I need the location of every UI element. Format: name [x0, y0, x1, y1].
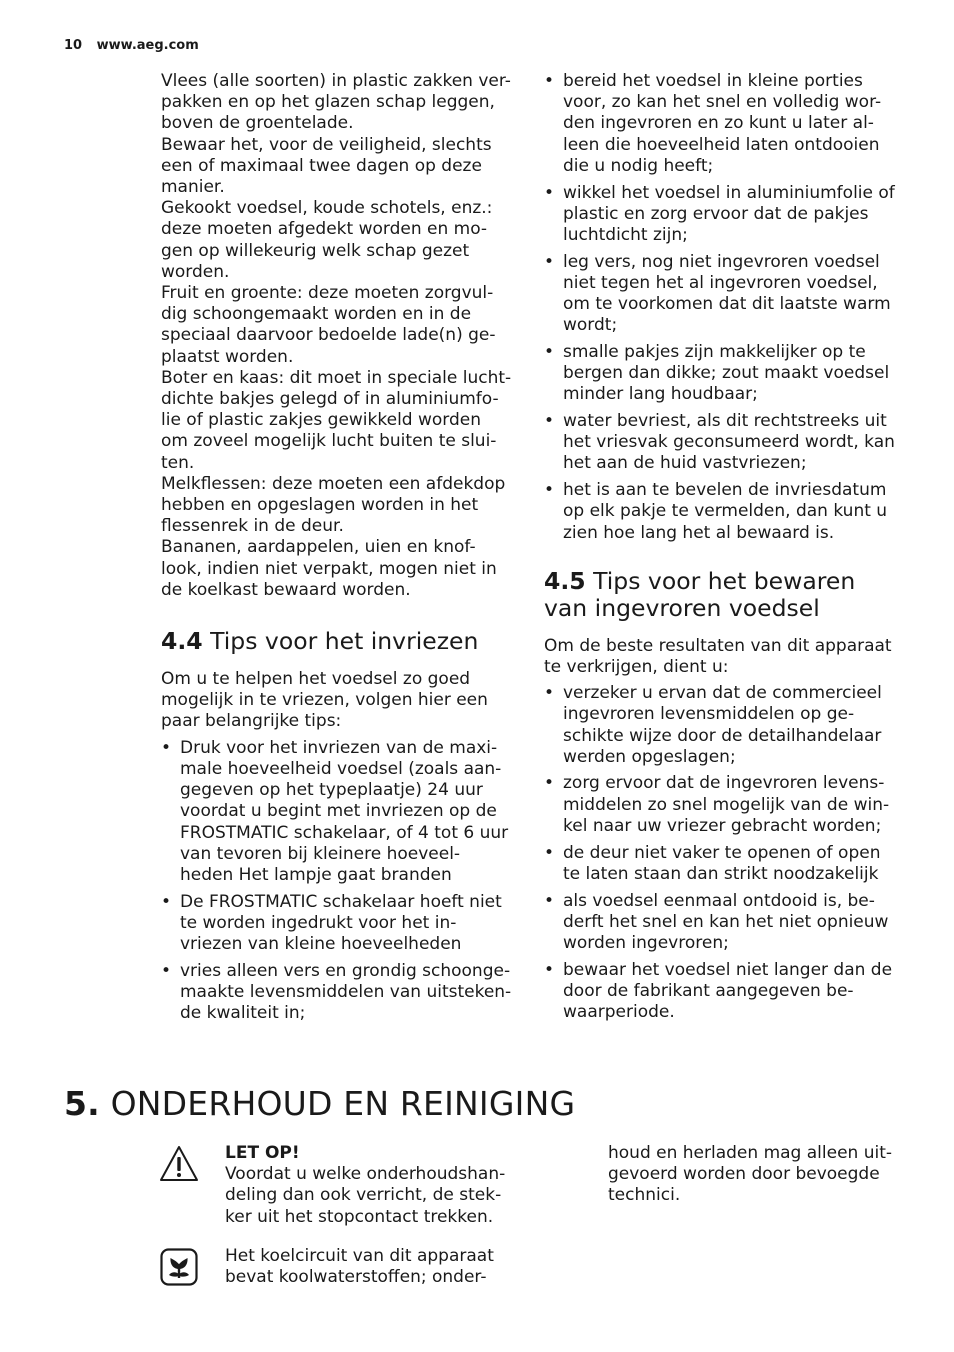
- list-item: • verzeker u ervan dat de commercieel ingevroren levensmiddelen op ge-schikte wijze door de detailhandelaar werden opgeslagen;: [544, 683, 896, 768]
- list-item: • De FROSTMATIC schakelaar hoeft niet te worden ingedrukt voor het in-vriezen van kleine hoeveelheden: [161, 892, 513, 956]
- list-item: • Druk voor het invriezen van de maxi-male hoeveelheid voedsel (zoals aan-gegeven op het typeplaatje) 24 uur voordat u begint met invriezen op de FROSTMATIC schakelaar, of 4 tot 6 uur van tevoren bij kleinere hoeveel-heden Het lampje gaat branden: [161, 738, 513, 886]
- environment-text: Het koelcircuit van dit apparaat bevat koolwaterstoffen; onder-: [225, 1246, 494, 1288]
- paragraph: Bewaar het, voor de veiligheid, slechts een of maximaal twee dagen op deze manier.: [161, 134, 492, 198]
- list-item: • bewaar het voedsel niet langer dan de door de fabrikant aangegeven be-waarperiode.: [544, 960, 896, 1024]
- list-item: • als voedsel eenmaal ontdooid is, be-derft het snel en kan het niet opnieuw worden ingevroren;: [544, 891, 896, 955]
- right-column: [544, 71, 896, 1029]
- section-4-5-list: [544, 683, 896, 1023]
- section-4-4-heading: [161, 628, 513, 655]
- freezing-tips-list: [544, 71, 896, 544]
- caution-text: Voordat u welke onderhoudshan-deling dan ook verricht, de stek-ker uit het stopcontact trekken.: [225, 1164, 506, 1227]
- section-number: 5.: [64, 1084, 100, 1123]
- section-title: Tips voor het bewaren van ingevroren voedsel: [544, 566, 856, 622]
- section-title: Tips voor het invriezen: [210, 627, 479, 656]
- list-item: • het is aan te bevelen de invriesdatum op elk pakje te vermelden, dan kunt u zien hoe lang het al bewaard is.: [544, 480, 896, 544]
- paragraph: Fruit en groente: deze moeten zorgvul-dig schoongemaakt worden en in de speciaal daarvoor bedoelde lade(n) ge-plaatst worden.: [161, 283, 496, 367]
- page-header: [64, 38, 199, 53]
- environment-note: [225, 1246, 525, 1288]
- paragraph: Gekookt voedsel, koude schotels, enz.: deze moeten afgedekt worden en mo-gen op willekeurig welk schap gezet worden.: [161, 198, 493, 282]
- environment-text-continued: houd en herladen mag alleen uit-gevoerd worden door bevoegde technici.: [608, 1143, 893, 1206]
- list-item: • vries alleen vers en grondig schoonge-maakte levensmiddelen van uitsteken-de kwaliteit in;: [161, 961, 513, 1025]
- list-item: • leg vers, nog niet ingevroren voedsel niet tegen het al ingevroren voedsel, om te voorkomen dat dit laatste warm wordt;: [544, 252, 896, 337]
- environment-note-continued: [608, 1143, 908, 1207]
- paragraph: Bananen, aardappelen, uien en knof-look, indien niet verpakt, mogen niet in de koelkast bewaard worden.: [161, 537, 497, 600]
- list-item: • wikkel het voedsel in aluminiumfolie of plastic en zorg ervoor dat de pakjes luchtdicht zijn;: [544, 183, 896, 247]
- section-number: 4.4: [161, 627, 203, 656]
- environment-flower-icon: [160, 1248, 198, 1286]
- section-number: 4.5: [544, 566, 586, 595]
- caution-note: [225, 1143, 525, 1228]
- page-number: 10: [64, 38, 83, 53]
- left-column: [161, 71, 513, 1030]
- list-item: • de deur niet vaker te openen of open te laten staan dan strikt noodzakelijk: [544, 843, 896, 885]
- list-item: • bereid het voedsel in kleine porties voor, zo kan het snel en volledig wor-den ingevroren en zo kunt u later al-leen die hoeveelheid laten ontdooien die u nodig heeft;: [544, 71, 896, 177]
- section-4-5-heading: [544, 568, 896, 622]
- section-title: ONDERHOUD EN REINIGING: [110, 1084, 576, 1123]
- paragraph: Vlees (alle soorten) in plastic zakken ver-pakken en op het glazen schap leggen, boven de groentelade.: [161, 71, 511, 134]
- section-5-heading: [64, 1084, 575, 1124]
- paragraph: Boter en kaas: dit moet in speciale lucht-dichte bakjes gelegd of in aluminiumfo-lie of plastic zakjes gewikkeld worden om zoveel mogelijk lucht buiten te slui-ten.: [161, 367, 512, 473]
- section-4-4-list: [161, 738, 513, 1025]
- site-url: www.aeg.com: [96, 38, 199, 53]
- caution-title: LET OP!: [225, 1143, 300, 1163]
- paragraph: Melkflessen: deze moeten een afdekdop hebben en opgeslagen worden in het flessenrek in de deur.: [161, 473, 506, 537]
- section-4-4-intro: Om u te helpen het voedsel zo goed mogelijk in te vriezen, volgen hier een paar belangrijke tips:: [161, 669, 488, 732]
- storage-paragraphs: [161, 71, 513, 601]
- list-item: • zorg ervoor dat de ingevroren levens-middelen zo snel mogelijk van de win-kel naar uw vriezer gebracht worden;: [544, 773, 896, 837]
- warning-triangle-icon: [159, 1145, 199, 1183]
- list-item: • smalle pakjes zijn makkelijker op te bergen dan dikke; zout maakt voedsel minder lang houdbaar;: [544, 342, 896, 406]
- list-item: • water bevriest, als dit rechtstreeks uit het vriesvak geconsumeerd wordt, kan het aan de huid vastvriezen;: [544, 411, 896, 475]
- section-4-5-intro: Om de beste resultaten van dit apparaat te verkrijgen, dient u:: [544, 635, 892, 677]
